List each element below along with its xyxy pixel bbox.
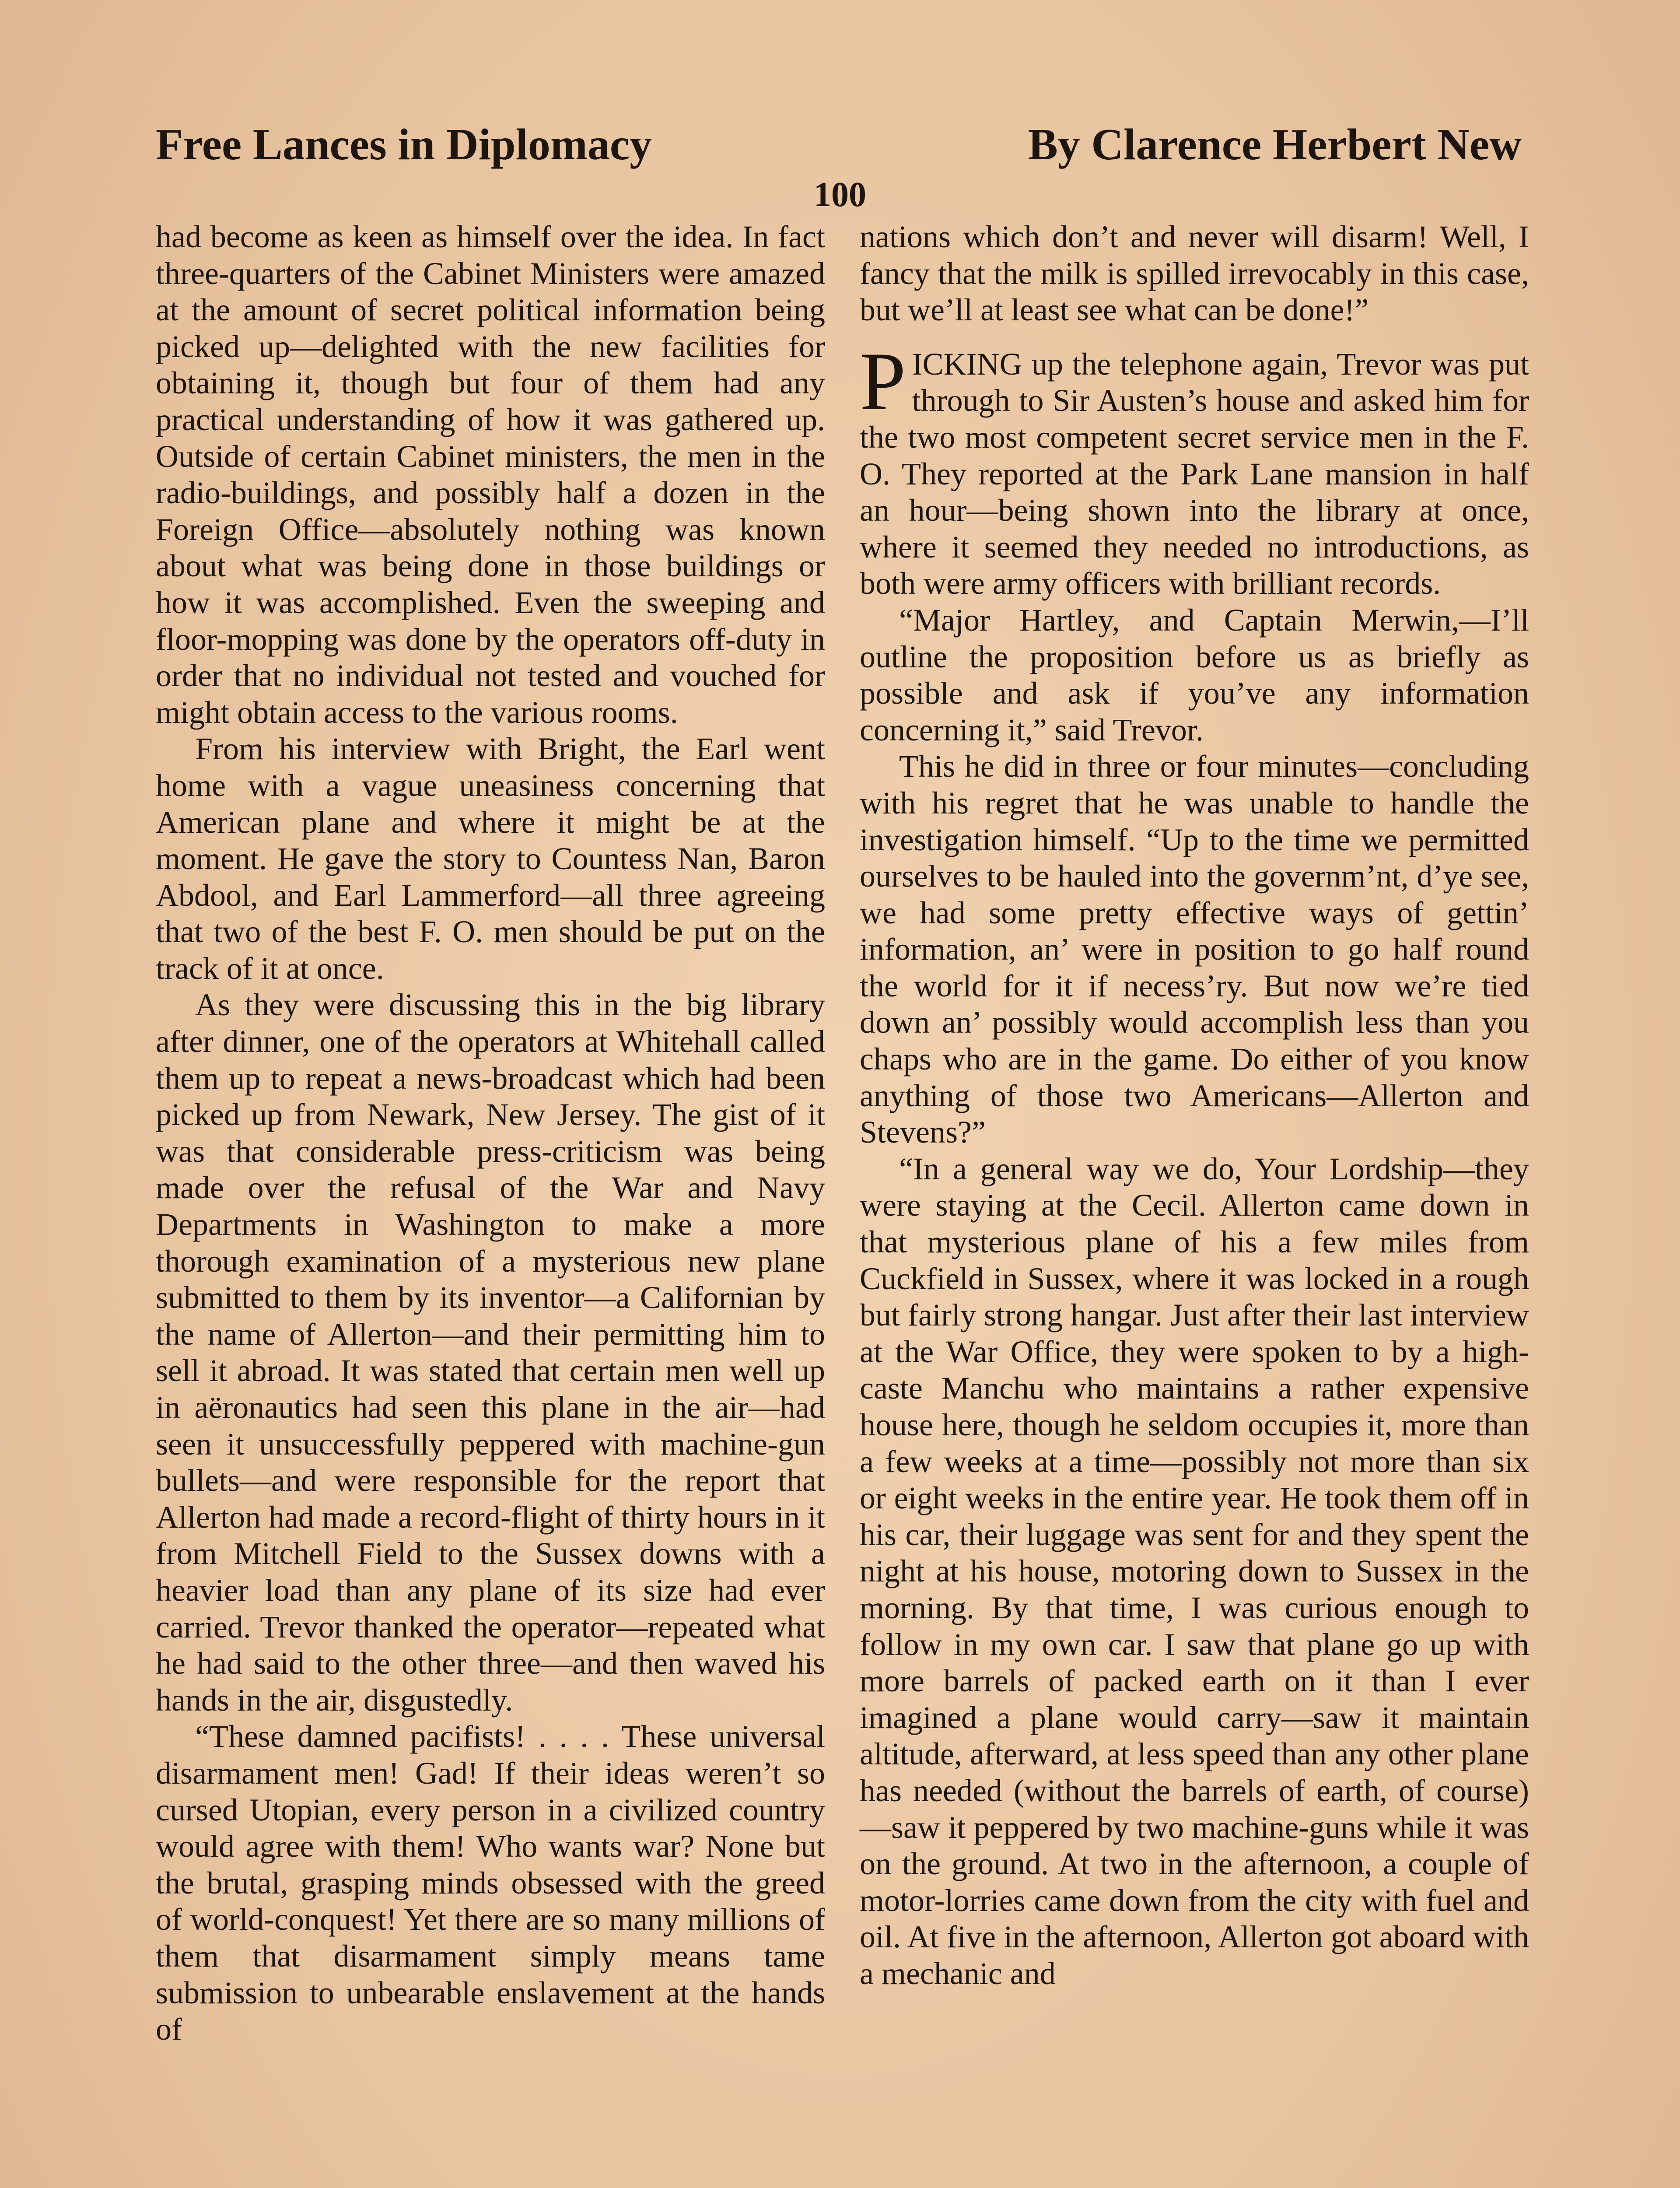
paragraph: As they were discussing this in the big library after dinner, one of the operators at Whitehall called them up to repeat a news-broadcast which had been picked up from Newark, New Jersey. The gist of it was that considerable press-criticism was being made over the refusal of the War and Navy Departments in Washington to make a more thorough examination of a mysterious new plane submitted to them by its inventor—a Californian by the name of Allerton—and their permitting him to sell it abroad. It was stated that certain men well up in aëronautics had seen this plane in the air—had seen it unsuccessfully peppered with machine-gun bullets—and were responsible for the report that Allerton had made a record-flight of thirty hours in it from Mitchell Field to the Sussex downs with a heavier load than any plane of its size had ever carried. Trevor thanked the operator—repeated what he had said to the other three—and then waved his hands in the air, disgustedly. (156, 987, 825, 1718)
drop-cap: P (860, 335, 906, 428)
left-text-column (156, 219, 825, 2048)
page-number: 100 (814, 175, 866, 214)
paragraph: nations which don’t and never will disarm! Well, I fancy that the milk is spilled irrevocably in this case, but we’ll at least see what can be done!” (860, 219, 1529, 328)
right-text-column (860, 219, 1529, 1992)
section-opening-paragraph (860, 335, 1529, 602)
paragraph: From his interview with Bright, the Earl went home with a vague uneasiness concerning that American plane and where it might be at the moment. He gave the story to Countess Nan, Baron Abdool, and Earl Lammerford—all three agreeing that two of the best F. O. men should be put on the track of it at once. (156, 731, 825, 986)
section-opening-text: ICKING up the telephone again, Trevor was put through to Sir Austen’s house and asked him for the two most competent secret service men in the F. O. They reported at the Park Lane mansion in half an hour—being shown into the library at once, where it seemed they needed no introductions, as both were army officers with brilliant records. (860, 346, 1529, 601)
paragraph: This he did in three or four minutes—concluding with his regret that he was unable to handle the investigation himself. “Up to the time we permitted ourselves to be hauled into the governm’nt, d’ye see, we had some pretty effective ways of gettin’ information, an’ were in position to go half round the world for it if necess’ry. But now we’re tied down an’ possibly would accomplish less than you chaps who are in the game. Do either of you know anything of those two Americans—Allerton and Stevens?” (860, 749, 1529, 1150)
paragraph: “In a general way we do, Your Lordship—they were staying at the Cecil. Allerton came down in that mysterious plane of his a few miles from Cuckfield in Sussex, where it was locked in a rough but fairly strong hangar. Just after their last interview at the War Office, they were spoken to by a high-caste Manchu who maintains a rather expensive house here, though he seldom occupies it, more than a few weeks at a time—possibly not more than six or eight weeks in the entire year. He took them off in his car, their luggage was sent for and they spent the night at his house, motoring down to Sussex in the morning. By that time, I was curious enough to follow in my own car. I saw that plane go up with more barrels of packed earth on it than I ever imagined a plane would carry—saw it maintain altitude, afterward, at less speed than any other plane has needed (without the barrels of earth, of course)—saw it peppered by two machine-guns while it was on the ground. At two in the afternoon, a couple of motor-lorries came down from the city with fuel and oil. At five in the afternoon, Allerton got aboard with a mechanic and (860, 1151, 1529, 1991)
running-title: Free Lances in Diplomacy (156, 120, 652, 169)
paragraph: “These damned pacifists! . . . . These universal disarmament men! Gad! If their ideas weren’t so cursed Utopian, every person in a civilized country would agree with them! Who wants war? None but the brutal, grasping minds obsessed with the greed of world-conquest! Yet there are so many millions of them that disarmament simply means tame submission to unbearable enslavement at the hands of (156, 1719, 825, 2047)
paragraph: “Major Hartley, and Captain Merwin,—I’ll outline the proposition before us as briefly as possible and ask if you’ve any information concerning it,” said Trevor. (860, 602, 1529, 747)
paragraph: had become as keen as himself over the idea. In fact three-quarters of the Cabinet Ministers were amazed at the amount of secret political information being picked up—delighted with the new facilities for obtaining it, though but four of them had any practical understanding of how it was gathered up. Outside of certain Cabinet ministers, the men in the radio-buildings, and possibly half a dozen in the Foreign Office—absolutely nothing was known about what was being done in those buildings or how it was accomplished. Even the sweeping and floor-mopping was done by the operators off-duty in order that no individual not tested and vouched for might obtain access to the various rooms. (156, 219, 825, 730)
running-author: By Clarence Herbert New (1028, 120, 1522, 169)
